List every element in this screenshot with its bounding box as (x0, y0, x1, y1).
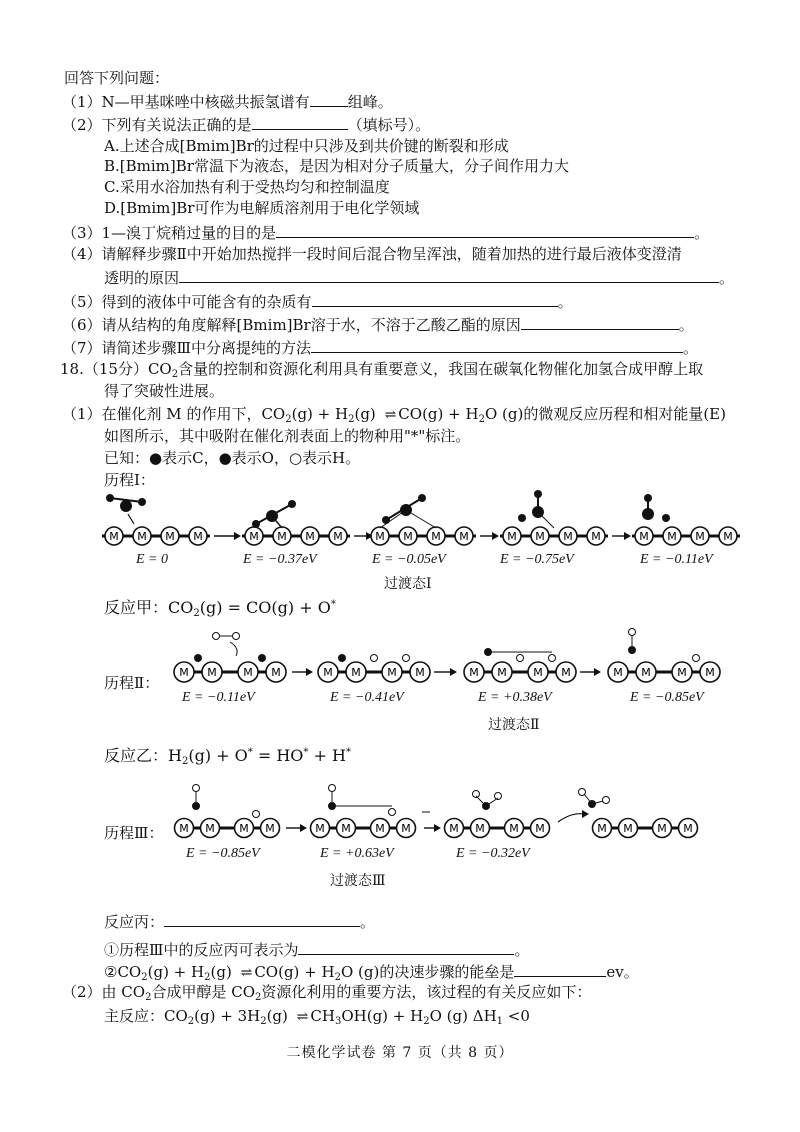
answer-blank[interactable] (252, 113, 348, 130)
page-footer: 二模化学试卷 第 7 页（共 8 页） (286, 1045, 514, 1061)
question-7: （7）请简述步骤Ⅲ中分离提纯的方法 。 (62, 336, 698, 358)
catalyst-atom-label: M (243, 666, 253, 679)
catalyst-atom-label: M (249, 530, 259, 543)
h2o-molecule-icon (579, 789, 610, 809)
catalyst-atom-label: M (677, 666, 687, 679)
process-1-label: 历程Ⅰ： (104, 471, 155, 489)
option-b: B.[Bmim]Br常温下为液态，是因为相对分子质量大，分子间作用力大 (104, 157, 569, 175)
arrow-icon (214, 532, 241, 540)
catalyst-surface-4 (500, 490, 608, 545)
catalyst-surface-2 (242, 500, 350, 545)
energy-3-2: E = +0.63eV (320, 846, 394, 861)
catalyst-atom-label: M (109, 530, 119, 543)
catalyst-atom-label: M (401, 822, 411, 835)
catalyst-surface-12 (444, 791, 550, 838)
catalyst-surface-3 (368, 494, 476, 545)
catalyst-surface-9 (608, 629, 720, 683)
intro-text: 回答下列问题： (64, 69, 170, 87)
q-num: （1） (62, 93, 102, 111)
catalyst-surface-11 (310, 785, 416, 838)
catalyst-atom-label: M (507, 530, 517, 543)
catalyst-atom-label: M (561, 666, 571, 679)
equilibrium-arrow-icon: ⇌ (240, 965, 251, 981)
answer-blank[interactable] (179, 266, 719, 283)
transition-state-1: 过渡态I (384, 576, 432, 592)
energy-3-1: E = −0.85eV (186, 846, 260, 861)
catalyst-atom-label: M (723, 530, 733, 543)
answer-blank[interactable] (310, 90, 348, 107)
q-text: N—甲基咪唑中核磁共振氢谱有 (101, 93, 310, 111)
energy-2-1: E = −0.11eV (182, 690, 255, 705)
q18-part1: （1）在催化剂 M 的作用下，$CO_2(g) + H_2(g)$ ⇌ $CO(g) + H_2O$ (g)的微观反应历程和相对能量(E) (62, 405, 726, 425)
catalyst-atom-label: M (641, 666, 651, 679)
reaction-a: 反应甲：$CO_2(g) = CO(g) + O^*$ (104, 598, 336, 619)
answer-blank[interactable] (312, 290, 558, 307)
catalyst-atom-label: M (597, 822, 607, 835)
catalyst-atom-label: M (497, 666, 507, 679)
catalyst-atom-label: M (341, 822, 351, 835)
arrow-icon (580, 668, 601, 676)
energy-3-3: E = −0.32eV (456, 846, 530, 861)
q18-part1-cont: 如图所示，其中吸附在催化剂表面上的物种用"*"标注。 (104, 427, 471, 445)
option-d: D.[Bmim]Br可作为电解质溶剂用于电化学领域 (104, 199, 420, 217)
arrow-icon (434, 668, 457, 676)
energy-2-4: E = −0.85eV (630, 690, 704, 705)
catalyst-atom-label: M (535, 822, 545, 835)
answer-blank[interactable] (311, 336, 683, 353)
catalyst-atom-label: M (623, 822, 633, 835)
question-4-cont: 透明的原因 。 (104, 266, 734, 288)
catalyst-atom-label: M (271, 666, 281, 679)
catalyst-atom-label: M (277, 530, 287, 543)
catalyst-atom-label: M (179, 822, 189, 835)
arrow-icon (286, 824, 307, 832)
catalyst-atom-label: M (563, 530, 573, 543)
catalyst-atom-label: M (323, 666, 333, 679)
catalyst-atom-label: M (403, 530, 413, 543)
catalyst-atom-label: M (705, 666, 715, 679)
catalyst-atom-label: M (639, 530, 649, 543)
energy-2-2: E = −0.41eV (330, 690, 404, 705)
reaction-c: 反应丙： 。 (104, 910, 375, 932)
answer-blank[interactable] (514, 960, 606, 977)
answer-blank[interactable] (298, 938, 514, 955)
question-2: （2）下列有关说法正确的是 （填标号）。 (62, 113, 430, 135)
catalyst-atom-label: M (265, 822, 275, 835)
catalyst-atom-label: M (591, 530, 601, 543)
catalyst-surface-6 (174, 654, 286, 682)
catalyst-atom-label: M (193, 530, 203, 543)
catalyst-atom-label: M (657, 822, 667, 835)
question-6: （6）请从结构的角度解释[Bmim]Br溶于水，不溶于乙酸乙酯的原因 。 (62, 313, 694, 335)
process-3-diagram (168, 782, 708, 846)
catalyst-atom-label: M (535, 530, 545, 543)
catalyst-surface-13 (592, 819, 698, 838)
co2-molecule-icon (106, 494, 146, 512)
catalyst-atom-label: M (205, 822, 215, 835)
answer-blank[interactable] (521, 313, 679, 330)
catalyst-atom-label: M (179, 666, 189, 679)
catalyst-atom-label: M (533, 666, 543, 679)
catalyst-atom-label: M (351, 666, 361, 679)
catalyst-atom-label: M (207, 666, 217, 679)
energy-1-5: E = −0.11eV (640, 552, 713, 567)
process-3-label: 历程Ⅲ： (104, 824, 164, 842)
process-1-diagram (96, 488, 746, 552)
legend-known: 已知：●表示C，●表示O，○表示H。 (104, 449, 361, 467)
catalyst-atom-label: M (415, 666, 425, 679)
catalyst-atom-label: M (475, 822, 485, 835)
catalyst-surface-10 (174, 785, 280, 838)
question-5: （5）得到的液体中可能含有的杂质有 。 (62, 290, 573, 312)
option-c: C.采用水浴加热有利于受热均匀和控制温度 (104, 178, 390, 196)
catalyst-surface-5 (632, 494, 740, 545)
question-1: （1）N—甲基咪唑中核磁共振氢谱有 组峰。 (62, 90, 393, 112)
q18-part2: （2）由 $CO_2$合成甲醇是 $CO_2$资源化利用的重要方法，该过程的有关反应如下： (62, 983, 592, 1003)
main-reaction: 主反应：$CO_2(g) + 3H_2(g)$ ⇌ $CH_3OH(g) + H_2O$ (g) $\Delta H_1 <0$ (104, 1007, 530, 1027)
energy-2-3: E = +0.38eV (478, 690, 552, 705)
catalyst-surface-7 (318, 654, 430, 682)
catalyst-atom-label: M (449, 822, 459, 835)
catalyst-atom-label: M (375, 530, 385, 543)
transition-state-2: 过渡态Ⅱ (488, 717, 540, 733)
catalyst-atom-label: M (683, 822, 693, 835)
arrow-icon (480, 532, 499, 540)
catalyst-atom-label: M (165, 530, 175, 543)
answer-blank[interactable] (276, 221, 694, 238)
arrow-icon (424, 824, 441, 832)
catalyst-atom-label: M (333, 530, 343, 543)
energy-1-1: E = 0 (136, 552, 168, 567)
catalyst-atom-label: M (667, 530, 677, 543)
catalyst-atom-label: M (431, 530, 441, 543)
catalyst-atom-label: M (375, 822, 385, 835)
catalyst-surface-1 (102, 527, 210, 545)
answer-blank[interactable] (164, 910, 360, 927)
option-a: A.上述合成[Bmim]Br的过程中只涉及到共价键的断裂和形成 (104, 137, 509, 155)
catalyst-surface-8 (464, 648, 576, 682)
catalyst-atom-label: M (509, 822, 519, 835)
question-4: （4）请解释步骤Ⅱ中开始加热搅拌一段时间后混合物呈浑浊，随着加热的进行最后液体变澄清 (62, 245, 682, 263)
catalyst-atom-label: M (137, 530, 147, 543)
catalyst-atom-label: M (239, 822, 249, 835)
reaction-b: 反应乙：$H_2(g) + O^* = HO^* + H^*$ (104, 746, 351, 767)
catalyst-atom-label: M (387, 666, 397, 679)
energy-1-4: E = −0.75eV (500, 552, 574, 567)
catalyst-atom-label: M (613, 666, 623, 679)
transition-state-3: 过渡态Ⅲ (330, 873, 386, 889)
q18-header-cont: 得了突破性进展。 (104, 382, 225, 400)
question-3: （3）1—溴丁烷稍过量的目的是 。 (62, 221, 709, 243)
subquestion-1: ①历程Ⅲ中的反应丙可表示为 。 (104, 938, 529, 960)
arrow-icon (612, 532, 631, 540)
subquestion-2: $②CO_2(g) + H_2(g)$ ⇌ $CO(g) + H_2O$ (g)的决速步骤的能垒是 ev。 (104, 960, 639, 983)
catalyst-atom-label: M (459, 530, 469, 543)
energy-1-2: E = −0.37eV (243, 552, 317, 567)
process-2-diagram (168, 628, 748, 692)
catalyst-atom-label: M (469, 666, 479, 679)
energy-1-3: E = −0.05eV (372, 552, 446, 567)
equilibrium-arrow-icon: ⇌ (296, 1009, 307, 1025)
catalyst-atom-label: M (695, 530, 705, 543)
catalyst-atom-label: M (305, 530, 315, 543)
arrow-icon (292, 668, 313, 676)
q18-header: 18.（15分）$CO_2$含量的控制和资源化利用具有重要意义，我国在碳氧化物催化加氢合成甲醇上取 (60, 360, 704, 380)
h2-molecule-icon (213, 633, 240, 640)
catalyst-atom-label: M (315, 822, 325, 835)
equilibrium-arrow-icon: ⇌ (384, 407, 395, 423)
process-2-label: 历程Ⅱ： (104, 674, 160, 692)
